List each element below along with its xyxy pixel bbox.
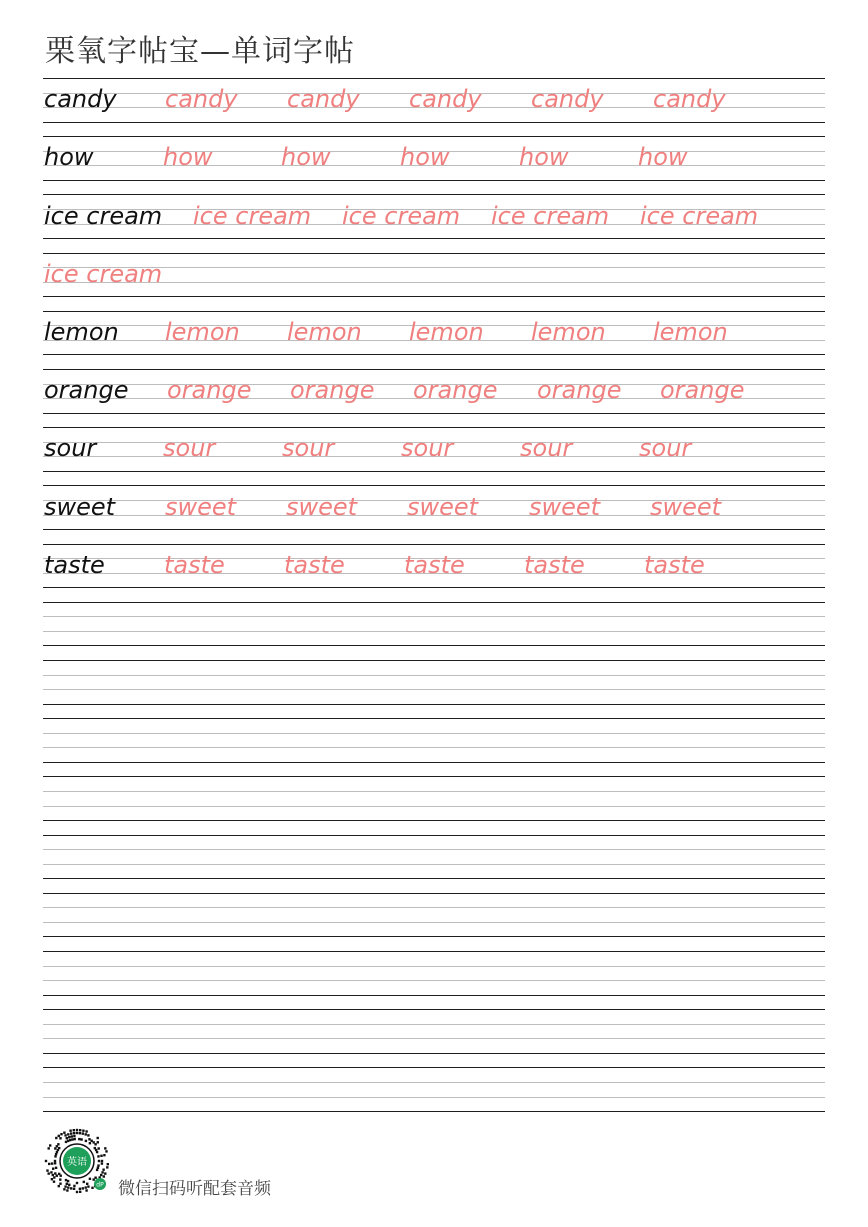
trace-word: how <box>400 143 450 171</box>
rule-line <box>43 718 825 719</box>
trace-word: candy <box>653 85 726 113</box>
qr-dot <box>73 1135 75 1137</box>
qr-dot <box>80 1138 82 1140</box>
qr-dot <box>103 1154 105 1156</box>
rule-line <box>43 762 825 763</box>
qr-dot <box>83 1181 85 1183</box>
rule-line <box>43 1067 825 1068</box>
trace-word: orange <box>660 376 745 404</box>
qr-dot <box>100 1155 102 1157</box>
rule-line <box>43 922 825 923</box>
trace-word: lemon <box>165 318 240 346</box>
qr-logo-text: 英语 <box>67 1157 87 1168</box>
qr-dot <box>58 1173 60 1175</box>
rule-line <box>43 645 825 646</box>
qr-dot <box>68 1184 70 1186</box>
qr-dot <box>51 1162 53 1164</box>
rule-line <box>43 675 825 676</box>
trace-word: ice cream <box>44 260 163 288</box>
qr-dot <box>64 1134 66 1136</box>
trace-word: orange <box>413 376 498 404</box>
rule-line <box>43 136 825 137</box>
rule-line <box>43 893 825 894</box>
qr-dot <box>45 1160 47 1162</box>
rule-line <box>43 1024 825 1025</box>
trace-word: lemon <box>409 318 484 346</box>
qr-dot <box>103 1175 105 1177</box>
qr-dot <box>60 1133 62 1135</box>
qr-dot <box>73 1188 75 1190</box>
page-title: 栗氧字帖宝—单词字帖 <box>45 34 355 69</box>
qr-dot <box>95 1149 97 1151</box>
trace-word: taste <box>644 551 705 579</box>
qr-dot <box>59 1178 61 1180</box>
rule-line <box>43 806 825 807</box>
model-word: candy <box>44 85 117 113</box>
qr-dot <box>73 1132 75 1134</box>
trace-word: how <box>281 143 331 171</box>
qr-dot <box>55 1153 57 1155</box>
trace-word: sour <box>282 434 335 462</box>
rule-line <box>43 544 825 545</box>
rule-line <box>43 864 825 865</box>
qr-caption: 微信扫码听配套音频 <box>118 1179 271 1199</box>
qr-dot <box>107 1163 109 1165</box>
trace-word: taste <box>524 551 585 579</box>
qr-dot <box>69 1139 71 1141</box>
qr-dot <box>67 1140 69 1142</box>
rule-line <box>43 485 825 486</box>
rule-line <box>43 776 825 777</box>
rule-line <box>43 238 825 239</box>
qr-dot <box>97 1155 99 1157</box>
qr-dot <box>67 1186 69 1188</box>
qr-dot <box>71 1135 73 1137</box>
rule-line <box>43 835 825 836</box>
trace-word: sweet <box>650 493 722 521</box>
model-word: taste <box>44 551 105 579</box>
rule-line <box>43 1053 825 1054</box>
qr-dot <box>105 1150 107 1152</box>
qr-dot <box>66 1137 68 1139</box>
qr-dot <box>55 1167 57 1169</box>
rule-line <box>43 1111 825 1112</box>
rule-line <box>43 427 825 428</box>
qr-dot <box>70 1187 72 1189</box>
rule-line <box>43 820 825 821</box>
qr-dot <box>97 1167 99 1169</box>
qr-dot <box>59 1183 61 1185</box>
trace-word: how <box>638 143 688 171</box>
rule-line <box>43 980 825 981</box>
rule-line <box>43 587 825 588</box>
rule-line <box>43 369 825 370</box>
qr-dot <box>50 1171 52 1173</box>
trace-word: ice cream <box>491 202 610 230</box>
trace-word: sweet <box>407 493 479 521</box>
trace-word: orange <box>167 376 252 404</box>
qr-dot <box>102 1169 104 1171</box>
trace-word: candy <box>531 85 604 113</box>
qr-dot <box>104 1172 106 1174</box>
rule-line <box>43 122 825 123</box>
qr-dot <box>56 1151 58 1153</box>
trace-word: lemon <box>653 318 728 346</box>
trace-word: lemon <box>531 318 606 346</box>
rule-line <box>43 631 825 632</box>
qr-dot <box>79 1132 81 1134</box>
rule-line <box>43 1082 825 1083</box>
trace-word: ice cream <box>342 202 461 230</box>
trace-word: sour <box>401 434 454 462</box>
rule-line <box>43 1038 825 1039</box>
qr-dot <box>96 1151 98 1153</box>
qr-dot <box>76 1129 78 1131</box>
rule-line <box>43 253 825 254</box>
rule-line <box>43 1009 825 1010</box>
qr-dot <box>98 1160 100 1162</box>
trace-word: sweet <box>165 493 237 521</box>
qr-dot <box>82 1187 84 1189</box>
qr-dot <box>70 1132 72 1134</box>
qr-dot <box>66 1183 68 1185</box>
qr-dot <box>53 1181 55 1183</box>
qr-dot <box>85 1189 87 1191</box>
rule-line <box>43 936 825 937</box>
trace-word: taste <box>284 551 345 579</box>
trace-word: ice cream <box>640 202 759 230</box>
qr-dot <box>48 1147 50 1149</box>
trace-word: sweet <box>286 493 358 521</box>
rule-line <box>43 354 825 355</box>
rule-line <box>43 791 825 792</box>
qr-dot <box>52 1174 54 1176</box>
trace-word: candy <box>165 85 238 113</box>
qr-dot <box>46 1169 48 1171</box>
qr-dot <box>59 1137 61 1139</box>
trace-word: candy <box>287 85 360 113</box>
trace-word: how <box>163 143 213 171</box>
qr-dot <box>79 1188 81 1190</box>
qr-dot <box>85 1130 87 1132</box>
qr-dot <box>93 1178 95 1180</box>
trace-word: sweet <box>529 493 601 521</box>
qr-dot <box>63 1132 65 1134</box>
qr-dot <box>74 1138 76 1140</box>
model-word: ice cream <box>44 202 163 230</box>
rule-line <box>43 413 825 414</box>
qr-dot <box>58 1135 60 1137</box>
rule-line <box>43 907 825 908</box>
qr-dot <box>48 1163 50 1165</box>
model-word: how <box>44 143 94 171</box>
trace-word: sour <box>520 434 573 462</box>
qr-dot <box>97 1164 99 1166</box>
qr-dot <box>98 1147 100 1149</box>
qr-dot <box>53 1176 55 1178</box>
rule-line <box>43 194 825 195</box>
model-word: lemon <box>44 318 119 346</box>
rule-line <box>43 951 825 952</box>
qr-dot <box>79 1129 81 1131</box>
qr-code[interactable] <box>42 1126 112 1196</box>
trace-word: lemon <box>287 318 362 346</box>
model-word: sour <box>44 434 97 462</box>
qr-dot <box>52 1168 54 1170</box>
rule-line <box>43 616 825 617</box>
qr-dot <box>79 1191 81 1193</box>
qr-dot <box>54 1147 56 1149</box>
rule-line <box>43 995 825 996</box>
trace-word: orange <box>537 376 622 404</box>
trace-word: how <box>519 143 569 171</box>
qr-dot <box>64 1185 66 1187</box>
rule-line <box>43 311 825 312</box>
qr-dot <box>85 1140 87 1142</box>
qr-dot <box>49 1144 51 1146</box>
model-word: sweet <box>44 493 116 521</box>
qr-dot <box>91 1187 93 1189</box>
trace-word: candy <box>409 85 482 113</box>
qr-dot <box>85 1186 87 1188</box>
rule-line <box>43 747 825 748</box>
rule-line <box>43 660 825 661</box>
qr-dot <box>54 1172 56 1174</box>
qr-dot <box>66 1189 68 1191</box>
model-word: orange <box>44 376 129 404</box>
trace-word: taste <box>164 551 225 579</box>
qr-dot <box>65 1141 67 1143</box>
qr-dot <box>54 1162 56 1164</box>
rule-line <box>43 529 825 530</box>
qr-dot <box>54 1155 56 1157</box>
qr-dot <box>54 1160 56 1162</box>
qr-dot <box>101 1171 103 1173</box>
qr-dot <box>82 1130 84 1132</box>
qr-dot <box>101 1160 103 1162</box>
rule-line <box>43 296 825 297</box>
qr-dot <box>87 1134 89 1136</box>
qr-dot <box>48 1172 50 1174</box>
rule-line <box>43 78 825 79</box>
qr-dot <box>94 1143 96 1145</box>
qr-dot <box>68 1136 70 1138</box>
qr-dot <box>58 1147 60 1149</box>
trace-word: orange <box>290 376 375 404</box>
rule-line <box>43 1097 825 1098</box>
rule-line <box>43 689 825 690</box>
qr-dot <box>101 1162 103 1164</box>
qr-dot <box>78 1138 80 1140</box>
qr-dot <box>67 1133 69 1135</box>
qr-dot <box>100 1174 102 1176</box>
qr-small-badge-text: dP <box>96 1181 104 1189</box>
qr-dot <box>63 1188 65 1190</box>
qr-dot <box>65 1179 67 1181</box>
rule-line <box>43 966 825 967</box>
rule-line <box>43 849 825 850</box>
qr-dot <box>82 1132 84 1134</box>
qr-dot <box>51 1178 53 1180</box>
rule-line <box>43 471 825 472</box>
qr-dot <box>73 1129 75 1131</box>
qr-dot <box>96 1169 98 1171</box>
qr-dot <box>104 1147 106 1149</box>
qr-dot <box>57 1143 59 1145</box>
trace-word: sour <box>639 434 692 462</box>
qr-dot <box>88 1138 90 1140</box>
qr-dot <box>85 1133 87 1135</box>
qr-dot <box>55 1137 57 1139</box>
trace-word: sour <box>163 434 216 462</box>
qr-dot <box>97 1137 99 1139</box>
qr-dot <box>76 1182 78 1184</box>
qr-dot <box>67 1180 69 1182</box>
qr-dot <box>56 1175 58 1177</box>
trace-word: ice cream <box>193 202 312 230</box>
rule-line <box>43 704 825 705</box>
writing-sheet <box>43 0 825 1227</box>
rule-line <box>43 180 825 181</box>
qr-dot <box>106 1166 108 1168</box>
qr-dot <box>71 1138 73 1140</box>
qr-dot <box>86 1183 88 1185</box>
rule-line <box>43 733 825 734</box>
qr-dot <box>87 1185 89 1187</box>
qr-dot <box>89 1178 91 1180</box>
qr-dot <box>76 1191 78 1193</box>
qr-dot <box>73 1185 75 1187</box>
qr-dot <box>76 1132 78 1134</box>
trace-word: taste <box>404 551 465 579</box>
qr-dot <box>69 1130 71 1132</box>
qr-dot <box>89 1142 91 1144</box>
qr-dot <box>58 1185 60 1187</box>
rule-line <box>43 878 825 879</box>
footer <box>42 1126 342 1198</box>
qr-dot <box>97 1141 99 1143</box>
rule-line <box>43 602 825 603</box>
